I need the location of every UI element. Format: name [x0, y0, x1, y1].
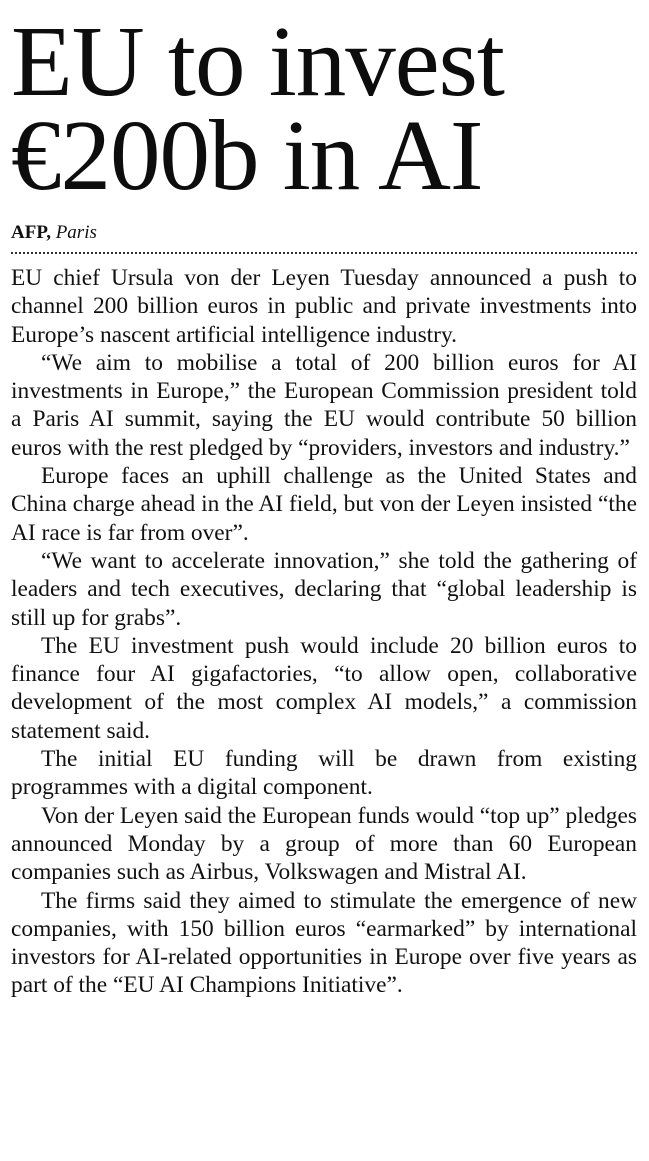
byline-agency: AFP, [11, 222, 51, 243]
byline-city: Paris [55, 222, 97, 243]
paragraph-8: The firms said they aimed to stimulate the emergence of new companies, with 150 billion euros “earmarked” by international investors for AI-related opportunities in Europe over five years as part of the “EU AI Champions Initiative”. [11, 887, 637, 999]
paragraph-2: “We aim to mobilise a total of 200 billion euros for AI investments in Europe,” the European Commission president told a Paris AI summit, saying the EU would contribute 50 billion euros with the rest pledged by “providers, investors and industry.” [11, 349, 637, 461]
headline [11, 0, 637, 211]
paragraph-4: “We want to accelerate innovation,” she told the gathering of leaders and tech executives, declaring that “global leadership is still up for grabs”. [11, 547, 637, 631]
paragraph-3: Europe faces an uphill challenge as the United States and China charge ahead in the AI field, but von der Leyen insisted “the AI race is far from over”. [11, 463, 637, 546]
article-body [11, 264, 637, 1000]
headline-line-2: €200b in AI [11, 99, 483, 211]
paragraph-1: EU chief Ursula von der Leyen Tuesday announced a push to channel 200 billion euros in public and private investments into Europe’s nascent artificial intelligence industry. [11, 265, 637, 348]
headline-line-1: EU to invest [11, 5, 504, 117]
byline [11, 222, 637, 254]
paragraph-5: The EU investment push would include 20 billion euros to finance four AI gigafactories, “to allow open, collaborative development of the most complex AI models,” a commission statement said. [11, 632, 637, 744]
paragraph-7: Von der Leyen said the European funds would “top up” pledges announced Monday by a group of more than 60 European companies such as Airbus, Volkswagen and Mistral AI. [11, 802, 637, 886]
paragraph-6: The initial EU funding will be drawn from existing programmes with a digital component. [11, 746, 637, 801]
